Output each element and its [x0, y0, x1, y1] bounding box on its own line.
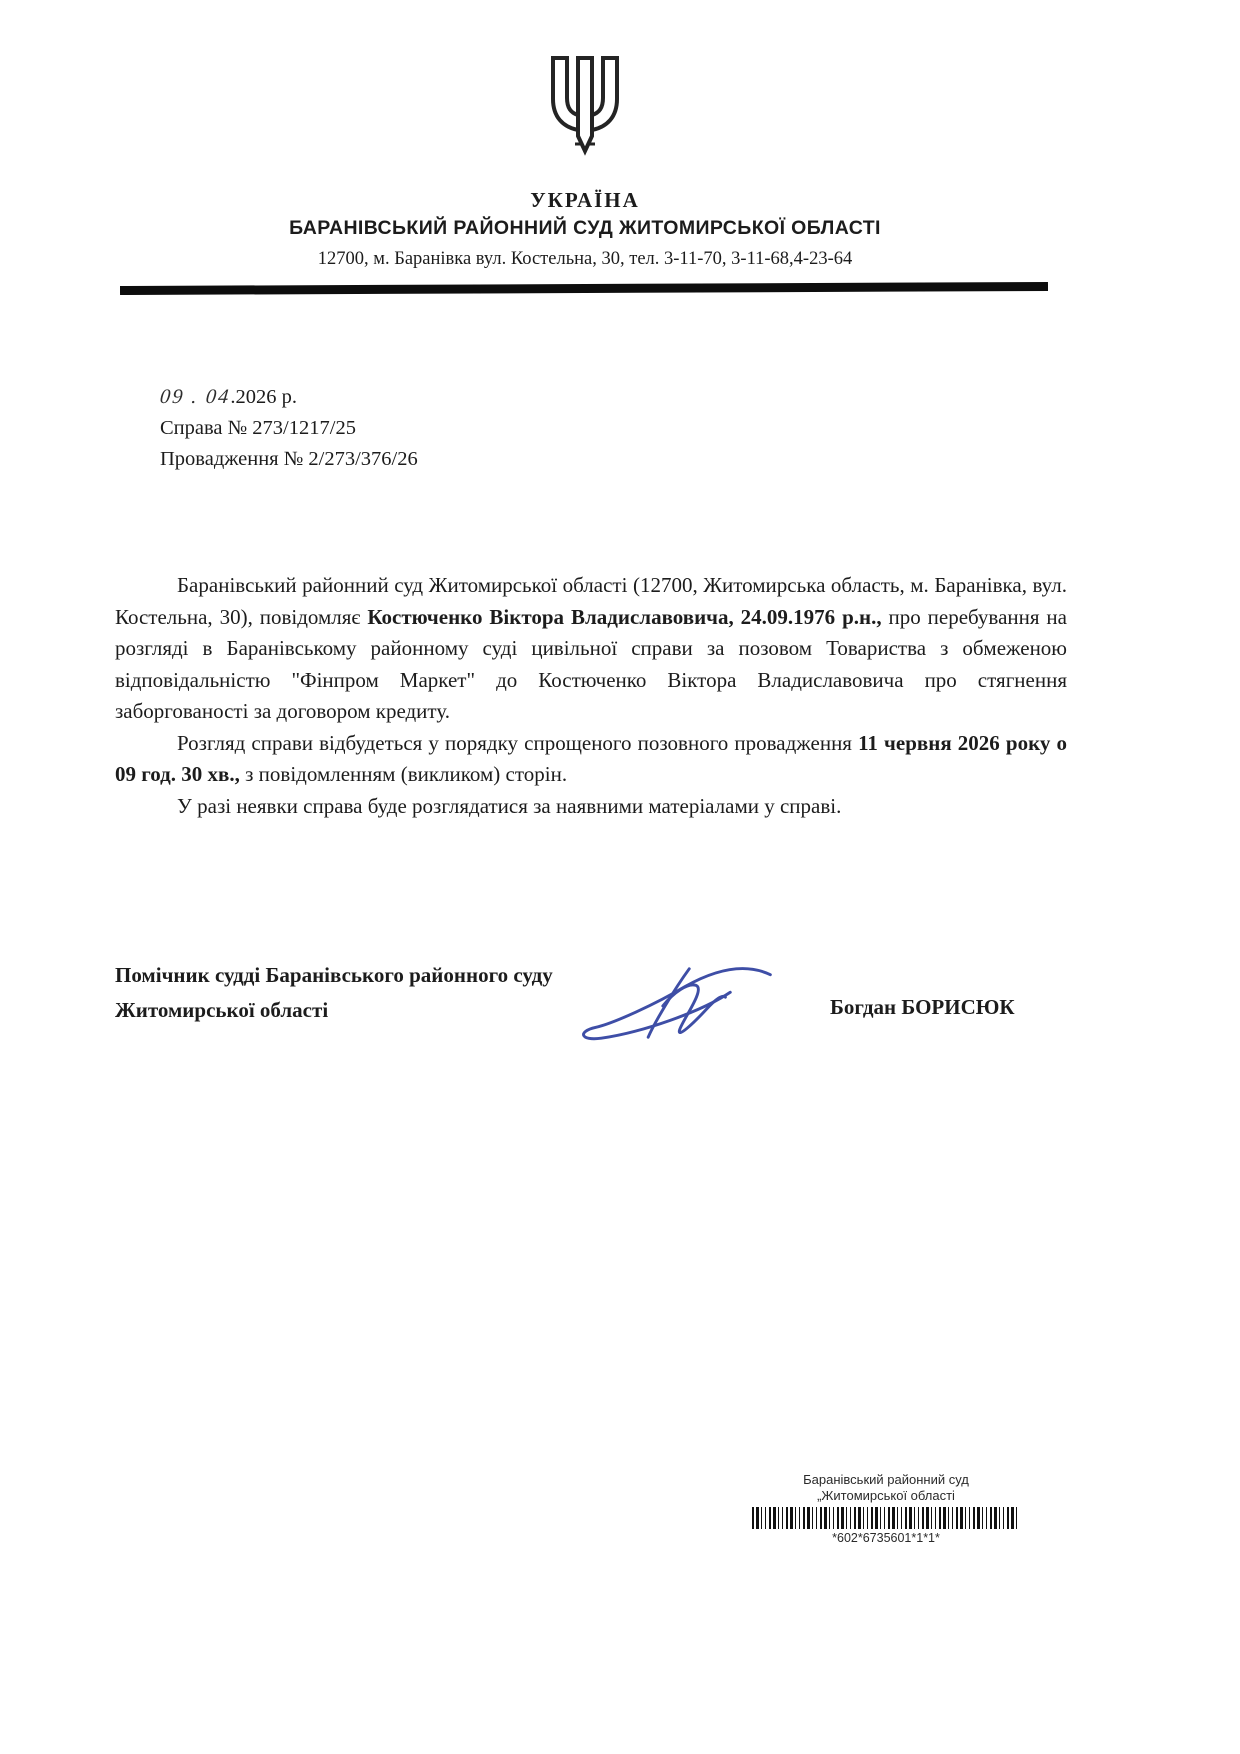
ukraine-trident-icon [545, 52, 625, 164]
hearing-text-1: Розгляд справи відбудеться у порядку спрощеного позовного провадження [177, 730, 859, 755]
signature-ink [570, 955, 785, 1055]
stamp-court-line1: Баранівський районний суд [803, 1472, 969, 1487]
letterhead-divider [120, 282, 1048, 295]
paragraph-hearing [115, 728, 1067, 791]
date-line [160, 382, 418, 413]
defendant-name-bold: Костюченко Віктора Владиславовича, 24.09.1976 р.н., [367, 604, 882, 629]
signer-title [115, 958, 553, 1028]
registration-stamp [752, 1472, 1020, 1546]
hearing-text-2: з повідомленням (викликом) сторін. [239, 762, 568, 786]
proceeding-number: Провадження № 2/273/376/26 [160, 448, 418, 470]
signer-title-line2: Житомирської області [115, 998, 329, 1022]
handwritten-date: 09 . 04 [158, 386, 232, 408]
signer-name: Богдан БОРИСЮК [830, 995, 1015, 1019]
notice-text-1: Баранівський районний суд Житомирської області (12700, Житомирська область, м. Баранівка, вул. Костельна, 30), повідомляє [115, 573, 1067, 629]
paragraph-notice [115, 570, 1067, 728]
paragraph-absence [115, 791, 1067, 823]
letter-body [115, 570, 1067, 822]
signer-title-line1: Помічник судді Баранівського районного суду [115, 963, 553, 987]
notice-text-2: про перебування на розгляді в Баранівському районному суді цивільної справи за позовом Товариства з обмеженою відповідальністю "Фінпром Маркет" до Костюченко Віктора Владиславовича про стягнення заборгованості за договором кредиту. [115, 604, 1067, 723]
barcode [752, 1507, 1020, 1529]
absence-text: У разі неявки справа буде розглядатися за наявними матеріалами у справі. [177, 793, 842, 818]
court-name: БАРАНІВСЬКИЙ РАЙОННИЙ СУД ЖИТОМИРСЬКОЇ ОБЛАСТІ [289, 217, 881, 239]
case-meta [160, 382, 418, 475]
case-number: Справа № 273/1217/25 [160, 417, 356, 439]
country-title: УКРАЇНА [530, 188, 640, 212]
printed-date-suffix: .2026 р. [230, 386, 297, 408]
stamp-court-line2: „Житомирської області [817, 1488, 955, 1503]
barcode-code: *602*6735601*1*1* [832, 1531, 940, 1545]
hearing-datetime-bold: 11 червня 2026 року о 09 год. 30 хв., [115, 730, 1068, 786]
court-address: 12700, м. Баранівка вул. Костельна, 30, тел. 3-11-70, 3-11-68,4-23-64 [317, 249, 853, 269]
